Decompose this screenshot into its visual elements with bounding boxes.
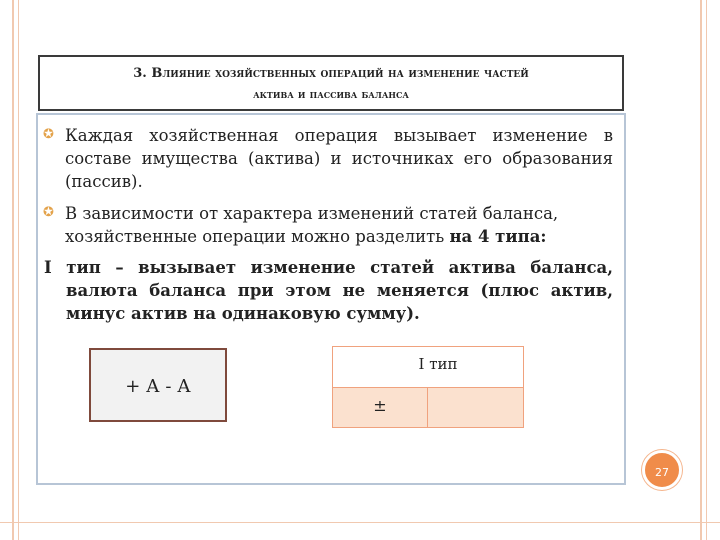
bullet-2-text: [65, 202, 613, 248]
page-number-badge: 27: [642, 450, 682, 490]
bullet-2-bold: на 4 типа:: [449, 227, 547, 246]
type-table-cell-empty: [428, 388, 523, 427]
decor-line-left-2: [18, 0, 19, 540]
decor-line-right-2: [706, 0, 707, 540]
plus-minus-active-box: + А - А: [89, 348, 227, 422]
bullet-icon: ✪: [43, 205, 54, 220]
title-line-1: 3. Влияние хозяйственных операций на изменение частей: [133, 66, 529, 81]
decor-line-right-1: [700, 0, 702, 540]
type-table-row: [333, 388, 523, 427]
bullet-1-text: Каждая хозяйственная операция вызывает изменение в составе имущества (актива) и источниках его образования (пассив).: [65, 126, 613, 191]
bullet-2-regular: В зависимости от характера изменений статей баланса, хозяйственные операции можно разделить: [65, 204, 559, 246]
type-1-description: I тип – вызывает изменение статей актива баланса, валюта баланса при этом не меняется (плюс актив, минус актив на одинаковую сумму).: [44, 258, 613, 323]
decor-line-left-1: [12, 0, 14, 540]
type-table-header: I тип: [333, 347, 523, 388]
title-line-2: актива и пассива баланса: [253, 87, 409, 101]
bullet-icon: ✪: [43, 127, 54, 142]
type-table-cell: ±: [333, 388, 428, 427]
slide-title: [38, 55, 624, 111]
decor-line-bottom: [0, 522, 720, 523]
type-table: [332, 346, 524, 428]
